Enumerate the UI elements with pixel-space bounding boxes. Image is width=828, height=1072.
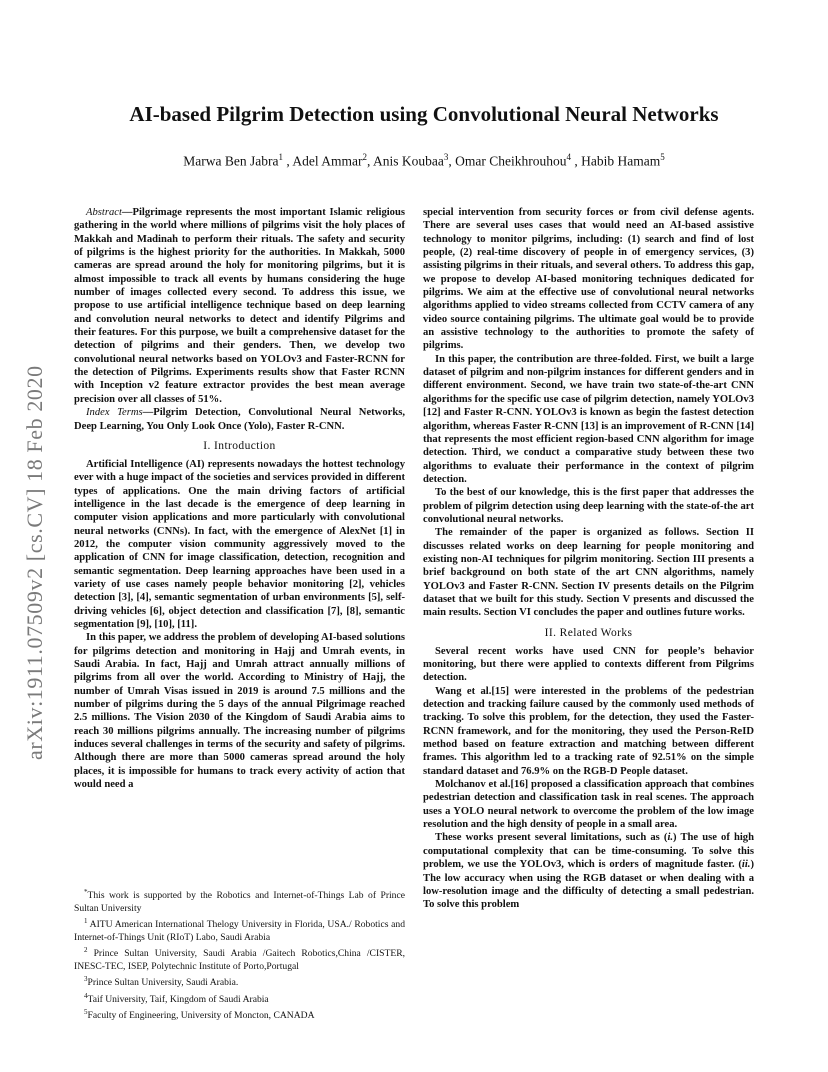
paper-title: AI-based Pilgrim Detection using Convolutional Neural Networks [129,102,719,126]
related-paragraph-4-text: ) The use of high computational complexity that can be time-consuming. To solve this problem, we use the YOLOv3, which is orders of magnitude faster. ( [423,832,754,871]
related-paragraph-2: Wang et al.[15] were interested in the problems of the pedestrian detection and tracking failure caused by the commonly used methods of tracking. To solve this problem, for the detection, they used the Faster-RCNN framework, and for the monitoring, they used the Person-ReID method based on feature extraction and matching between different frames. This algorithm led to a tracking rate of 92.51% on the simple standard dataset and 76.9% on the RGB-D People dataset. [423,685,754,777]
list-marker: ii. [741,859,751,871]
author-separator: , [571,153,582,169]
index-terms-text: Pilgrim Detection, Convolutional Neural Networks, Deep Learning, You Only Look Once (Yolo), Faster R-CNN. [74,407,405,432]
footnote-affiliation-4 [74,990,405,1007]
related-paragraph-4-text: ) The low accuracy when using the RGB dataset or when dealing with a low-resolution image and the difficulty of detecting a small pedestrian. To solve this problem [423,859,754,911]
author-affiliation-mark: 3 [443,152,449,162]
author-list [60,148,788,171]
related-paragraph-4 [423,831,754,911]
footnote-mark: 1 [84,917,88,925]
author-affiliation-mark: 5 [660,152,665,162]
arxiv-identifier: arXiv:1911.07509v2 [cs.CV] 18 Feb 2020 [22,365,47,760]
author-name: Habib Hamam [581,153,661,169]
intro-paragraph-1: Artificial Intelligence (AI) represents nowadays the hottest technology ever with a huge impact of the societies and services provided in different types of applications. One the main driving factors of artificial intelligence in the last decade is the emergence of deep learning in computer vision applications and more particularly with convolutional neural networks (CNNs). In fact, with the emergence of AlexNet [1] in 2012, the computer vision community aggressively moved to the application of CNN for image classification, detection, recognition and semantic segmentation. Deep learning approaches have been used in a variety of use cases namely people behavior monitoring [2], vehicles detection [3], [4], semantic segmentation of urban environments [5], self-driving vehicles [6], object detection and classification [7], [8], semantic segmentation [9], [10], [11]. [74,458,405,630]
footnote-affiliation-3 [74,973,405,990]
footnote-affiliation-2 [74,944,405,973]
author-affiliation-mark: 4 [566,152,571,162]
author-separator: , [448,153,456,169]
intro-paragraph-2-continued: special intervention from security forces or from civil defense agents. There are several uses cases that would need an AI-based assistive technology to monitor pilgrims, including: (1) search and find of lost people, (2) real-time discovery of people in of emergency services, (3) assisting pilgrims in their rituals, and several others. To address this gap, we propose to develop AI-based monitoring techniques dedicated for pilgrims. We aim at the effective use of convolutional neural networks algorithms applied to video streams collected from CCTV camera of any video source containing pilgrims. The ultimate goal would be to provide an assistive technology to the authorities to promote the safety of pilgrims. [423,207,754,352]
footnote-mark: 2 [84,946,88,954]
footnote-text: Prince Sultan University, Saudi Arabia /Gaitech Robotics,China /CISTER, INESC-TEC, ISEP, Polytechnic Institute of Porto,Portugal [74,948,405,972]
footnote-text: Faculty of Engineering, University of Moncton, CANADA [87,1010,315,1022]
footnote-text: AITU American International Thelogy University in Florida, USA./ Robotics and Internet-of-Things Unit (RIoT) Labo, Saudi Arabia [74,919,405,943]
footnote-funding [74,886,405,915]
footnotes [74,886,405,1023]
footnote-affiliation-1 [74,915,405,944]
intro-paragraph-5: The remainder of the paper is organized as follows. Section II discusses related works on deep learning for people monitoring and existing non-AI techniques for pilgrim monitoring. Section III presents a brief background on both state of the art CNN algorithms, namely YOLOv3 and Faster R-CNN. Section IV presents details on the Pilgrim dataset that we built for this study. Section V presents and discussed the main results. Section VI concludes the paper and outlines future works. [423,527,754,619]
author-name: Omar Cheikhrouhou [455,153,567,169]
abstract-text: Pilgrimage represents the most important Islamic religious gathering in the world where millions of pilgrims visit the holy places of Makkah and Madinah to perform their rituals. The safety and security of pilgrims is the highest priority for the authorities. In Makkah, 5000 cameras are spread around the holy for monitoring pilgrims, but it is almost impossible to track all events by humans considering the huge number of images collected every second. To address this issue, we propose to use artificial intelligence technique based on deep learning and convolution neural networks to detect and identify Pilgrims and their features. For this purpose, we built a comprehensive dataset for the detection of pilgrims and their genders. Then, we develop two convolutional neural networks based on YOLOv3 and Faster-RCNN for the detection of Pilgrims. Experiments results show that Faster RCNN with Inception v2 feature extractor provides the best mean average precision over all classes of 51%. [74,207,405,405]
index-terms-label: Index Terms [86,407,143,419]
section-heading-introduction: I. Introduction [203,439,276,452]
right-column [423,206,754,912]
author-separator: , [367,153,374,169]
intro-paragraph-2: In this paper, we address the problem of developing AI-based solutions for pilgrims detection and monitoring in Hajj and Umrah events, in Saudi Arabia. In fact, Hajj and Umrah attract annually millions of pilgrims from all over the world. According to Ministry of Hajj, the number of Umrah Visas issued in 2019 is around 7.5 millions and the number of pilgrims during the 5 days of the annual Pilgrimage reached 2.5 millions. The Vision 2030 of the Kingdom of Saudi Arabia aims to reach 30 millions pilgrims annually. The increasing number of pilgrims induces several challenges in terms of the security and safety of pilgrims. Although there are more than 5000 cameras spread around the holy places, it is impossible for humans to track every activity of action that would need a [74,632,405,791]
footnote-text: Prince Sultan University, Saudi Arabia. [87,977,239,989]
author-affiliation-mark: 1 [278,152,283,162]
footnote-mark: * [84,888,88,896]
author-name: Marwa Ben Jabra [183,153,279,169]
footnote-affiliation-5 [74,1006,405,1023]
abstract-label: Abstract [86,207,122,218]
author-name: Adel Ammar [292,153,363,169]
index-terms-dash: — [142,407,154,419]
abstract-dash: — [121,207,133,218]
related-paragraph-3: Molchanov et al.[16] proposed a classification approach that combines pedestrian detection and classification task in real scenes. The approach uses a YOLO neural network to overcome the problem of the low image resolution and the high density of people in a small area. [423,779,754,831]
footnote-mark: 5 [84,1008,88,1017]
footnote-text: This work is supported by the Robotics and Internet-of-Things Lab of Prince Sultan University [74,890,405,914]
intro-paragraph-3: In this paper, the contribution are three-folded. First, we built a large dataset of pilgrim and non-pilgrim instances for different genders and in different environment. Second, we have train two state-of-the-art CNN algorithms for the specific use case of pilgrim detection, namely YOLOv3 [12] and Faster R-CNN. YOLOv3 is known as begin the fastest detection algorithm, whereas Faster R-CNN [13] is an improvement of R-CNN [14] that represents the most efficient region-based CNN algorithm for image detection. Third, we conduct a comparative study between these two algorithms to evaluate their performance in the context of pilgrim detection. [423,353,754,485]
left-column [74,206,405,791]
author-affiliation-mark: 2 [362,152,367,162]
list-marker: i. [667,832,674,844]
footnote-mark: 4 [84,991,88,1000]
author-name: Anis Koubaa [373,153,444,169]
footnote-text: Taif University, Taif, Kingdom of Saudi Arabia [87,993,269,1005]
abstract [74,206,405,406]
footnote-mark: 3 [84,975,88,983]
related-paragraph-4-text: These works present several limitations, such as ( [435,832,668,844]
index-terms [74,406,405,433]
author-separator: , [282,153,293,169]
section-heading-related-works: II. Related Works [544,626,633,639]
related-paragraph-1: Several recent works have used CNN for people’s behavior monitoring, but there were applied to contexts different from Pilgrims detection. [423,645,754,684]
intro-paragraph-4: To the best of our knowledge, this is the first paper that addresses the problem of pilgrim detection using deep learning with the state-of-the art convolutional neural networks. [423,487,754,525]
